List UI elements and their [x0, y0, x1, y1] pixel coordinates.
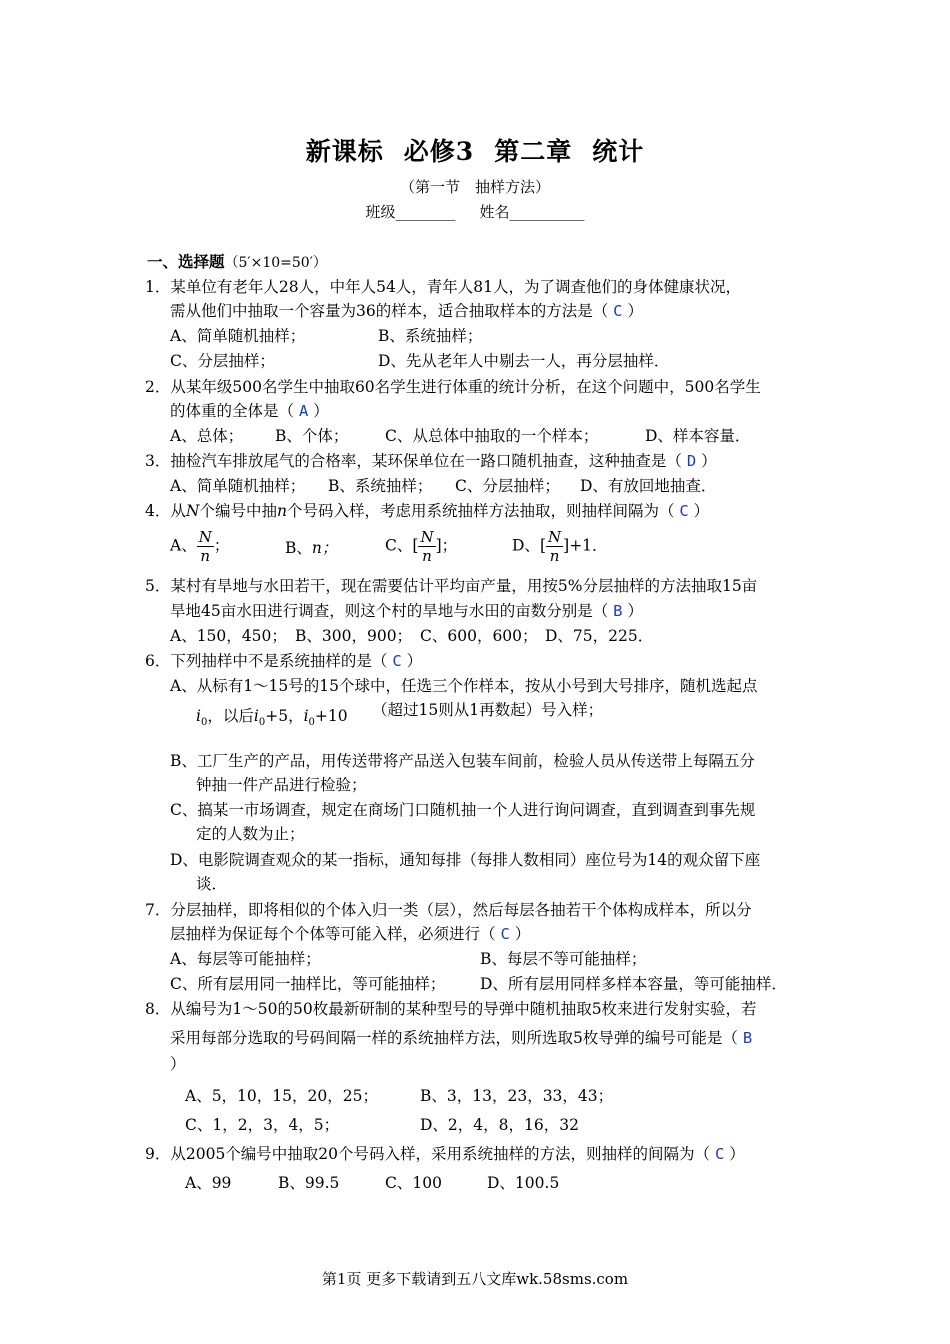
option-a-fraction [170, 528, 229, 565]
var-n: n [276, 502, 287, 520]
option: A、总体； [170, 427, 244, 445]
option-text: ，以后 [207, 707, 254, 725]
subscript: 0 [308, 717, 315, 729]
option: C、所有层用同一抽样比，等可能抽样； [170, 975, 446, 993]
option-c-floor-fraction: C、[ $\frac{N}{n}$ ]； [385, 528, 458, 565]
option: C、1，2，3，4，5； [185, 1116, 340, 1134]
section-title: 一、选择题 [147, 252, 225, 271]
comma: ， [288, 707, 304, 725]
option: D、所有层用同样多样本容量，等可能抽样． [480, 975, 787, 993]
paren-close: ） [693, 502, 710, 520]
fraction [418, 528, 435, 565]
answer: C [613, 302, 623, 320]
section-heading [147, 250, 327, 275]
paren-close: ） [313, 402, 329, 420]
fraction [546, 528, 563, 565]
question-6-line-1 [145, 649, 422, 673]
option: A、简单随机抽样； [170, 327, 306, 345]
question-text: 的体重的全体是（ [170, 402, 295, 420]
var-n: n； [311, 539, 338, 557]
paren-close: ） [406, 652, 423, 670]
option-a-tail: （超过15则从1再数起）号入样； [372, 701, 604, 719]
option: 谈． [196, 875, 228, 893]
option-label: D、 [512, 536, 540, 555]
option: C、分层抽样； [455, 477, 560, 495]
paren-close: ） [729, 1145, 745, 1163]
name-field: 姓名__________ [479, 203, 585, 221]
semicolon: ； [441, 536, 458, 555]
option: D、75，225． [545, 627, 654, 645]
question-text: 个编号中抽 [199, 502, 277, 520]
question-7-line-2 [170, 922, 530, 946]
paren-close: ） [170, 1055, 186, 1073]
question-text: 层抽样为保证每个个体等可能入样，必须进行（ [170, 925, 496, 943]
paren-close: ） [627, 302, 643, 320]
page-footer: 第1页 更多下载请到五八文库wk.58sms.com [321, 1270, 629, 1288]
denominator: n [422, 547, 432, 565]
option: A、每层等可能抽样； [170, 950, 321, 968]
question-8-line-1 [145, 997, 757, 1021]
plus-ten: +10 [314, 707, 348, 725]
option: D、样本容量． [645, 427, 751, 445]
question-text: 3．抽检汽车排放尾气的合格率，某环保单位在一路口随机抽查，这种抽查是（ [145, 452, 682, 470]
option: B、系统抽样； [328, 477, 433, 495]
question-text: 个号码入样，考虑用系统抽样方法抽取，则抽样间隔为（ [286, 502, 675, 520]
plus-five: +5 [265, 707, 289, 725]
option: B、每层不等可能抽样； [480, 950, 647, 968]
option: C、600，600； [420, 627, 538, 645]
question-text: 的50枚最新研制的某种型号的导弹中随机抽取5枚来进行发射实验，若 [277, 1000, 757, 1018]
denominator: n [200, 547, 211, 565]
option: 钟抽一件产品进行检验； [196, 776, 367, 794]
title-part: 必修3 [403, 137, 475, 166]
option: A、简单随机抽样； [170, 477, 306, 495]
option-label: C、 [385, 536, 413, 555]
var-i: i [253, 707, 259, 725]
option: A、从标有1～15号的15个球中，任选三个作样本，按从小号到大号排序，随机选起点 [170, 677, 758, 695]
question-8-line-2 [170, 1026, 752, 1050]
option-d-floor-fraction: D、[ $\frac{N}{n}$ ]+1． [512, 528, 608, 565]
subscript: 0 [258, 717, 266, 729]
question-text: 8．从编号为 [145, 1000, 233, 1018]
section-scoring: （5′×10=50′） [224, 255, 327, 271]
range: 1～50 [232, 1000, 278, 1018]
question-1-line-1: 1．某单位有老年人28人，中年人54人，青年人81人，为了调查他们的身体健康状况， [145, 278, 742, 296]
option: B、3，13，23，33，43； [420, 1087, 614, 1105]
question-text: 旱地45亩水田进行调查，则这个村的旱地与水田的亩数分别是（ [170, 602, 609, 620]
question-1-line-2 [170, 299, 643, 323]
question-5-line-2 [170, 599, 643, 623]
option-label: B、 [285, 539, 312, 557]
title-part: 统计 [592, 137, 645, 166]
semicolon: ； [213, 536, 230, 555]
numerator: N [420, 528, 434, 546]
title-part: 第二章 [494, 137, 573, 166]
page-title [0, 132, 950, 168]
option: D、有放回地抽查． [580, 477, 717, 495]
question-text: 9．从2005个编号中抽取20个号码入样，采用系统抽样的方法，则抽样的间隔为（ [145, 1145, 711, 1163]
subtitle: （第一节 抽样方法） [399, 178, 550, 196]
paren-close: ） [627, 602, 643, 620]
paren-close: ） [701, 452, 717, 470]
question-text: 6．下列抽样中不是系统抽样的是（ [145, 652, 388, 670]
option: A、150，450； [170, 627, 287, 645]
question-5-line-1: 5．某村有旱地与水田若干，现在需要估计平均亩产量，用按5%分层抽样的方法抽取15亩 [145, 577, 758, 595]
numerator: N [198, 528, 212, 546]
option: B、300，900； [295, 627, 413, 645]
option: B、工厂生产的产品，用传送带将产品送入包装车间前，检验人员从传送带上每隔五分 [170, 752, 755, 770]
question-text: 采用每部分选取的号码间隔一样的系统抽样方法，则所选取5枚导弹的编号可能是（ [170, 1029, 738, 1047]
answer: B [613, 602, 623, 620]
option: D、100.5 [487, 1174, 560, 1192]
option: A、5，10，15，20，25； [185, 1087, 378, 1105]
question-text: 4．从 [145, 502, 186, 520]
title-part: 新课标 [305, 137, 384, 166]
var-N: N [185, 502, 200, 520]
answer: A [298, 402, 309, 420]
option: C、搞某一市场调查，规定在商场门口随机抽一个人进行询问调查，直到调查到事先规 [170, 801, 756, 819]
question-2-line-2 [170, 399, 329, 423]
question-2-line-1: 2．从某年级500名学生中抽取60名学生进行体重的统计分析，在这个问题中，500名学生 [145, 378, 761, 396]
option-a-continued [196, 704, 348, 735]
answer: C [679, 502, 689, 520]
answer: C [500, 925, 510, 943]
option: D、先从老年人中剔去一人，再分层抽样． [378, 352, 670, 370]
option-b [285, 536, 337, 560]
option: A、99 [185, 1174, 232, 1192]
question-7-line-1: 7．分层抽样，即将相似的个体入归一类（层），然后每层各抽若干个体构成样本，所以分 [145, 901, 752, 919]
plus-one: +1． [569, 536, 608, 555]
option: D、2，4，8，16，32 [420, 1116, 579, 1134]
var-i: i [303, 707, 309, 725]
option: B、个体； [275, 427, 349, 445]
fraction [197, 528, 214, 565]
denominator: n [549, 547, 560, 565]
question-text: 需从他们中抽取一个容量为36的样本，适合抽取样本的方法是（ [170, 302, 609, 320]
option: B、系统抽样； [378, 327, 483, 345]
answer: C [392, 652, 402, 670]
paren-close: ） [514, 925, 531, 943]
question-9-line-1 [145, 1142, 745, 1166]
question-3-line-1 [145, 449, 717, 473]
option: C、分层抽样； [170, 352, 275, 370]
subscript: 0 [200, 717, 208, 729]
answer: B [742, 1029, 753, 1047]
answer: C [714, 1145, 725, 1163]
answer: D [686, 452, 697, 470]
option-label: A、 [170, 536, 197, 555]
option: B、99.5 [278, 1174, 340, 1192]
class-field: 班级________ [365, 203, 456, 221]
option: C、100 [385, 1174, 442, 1192]
option: D、电影院调查观众的某一指标，通知每排（每排人数相同）座位号为14的观众留下座 [170, 851, 761, 869]
class-name-line [0, 201, 950, 222]
option: C、从总体中抽取的一个样本； [385, 427, 599, 445]
var-i: i [196, 707, 201, 725]
numerator: N [548, 528, 562, 546]
option: 定的人数为止； [196, 825, 305, 843]
question-4-line-1 [145, 499, 709, 523]
